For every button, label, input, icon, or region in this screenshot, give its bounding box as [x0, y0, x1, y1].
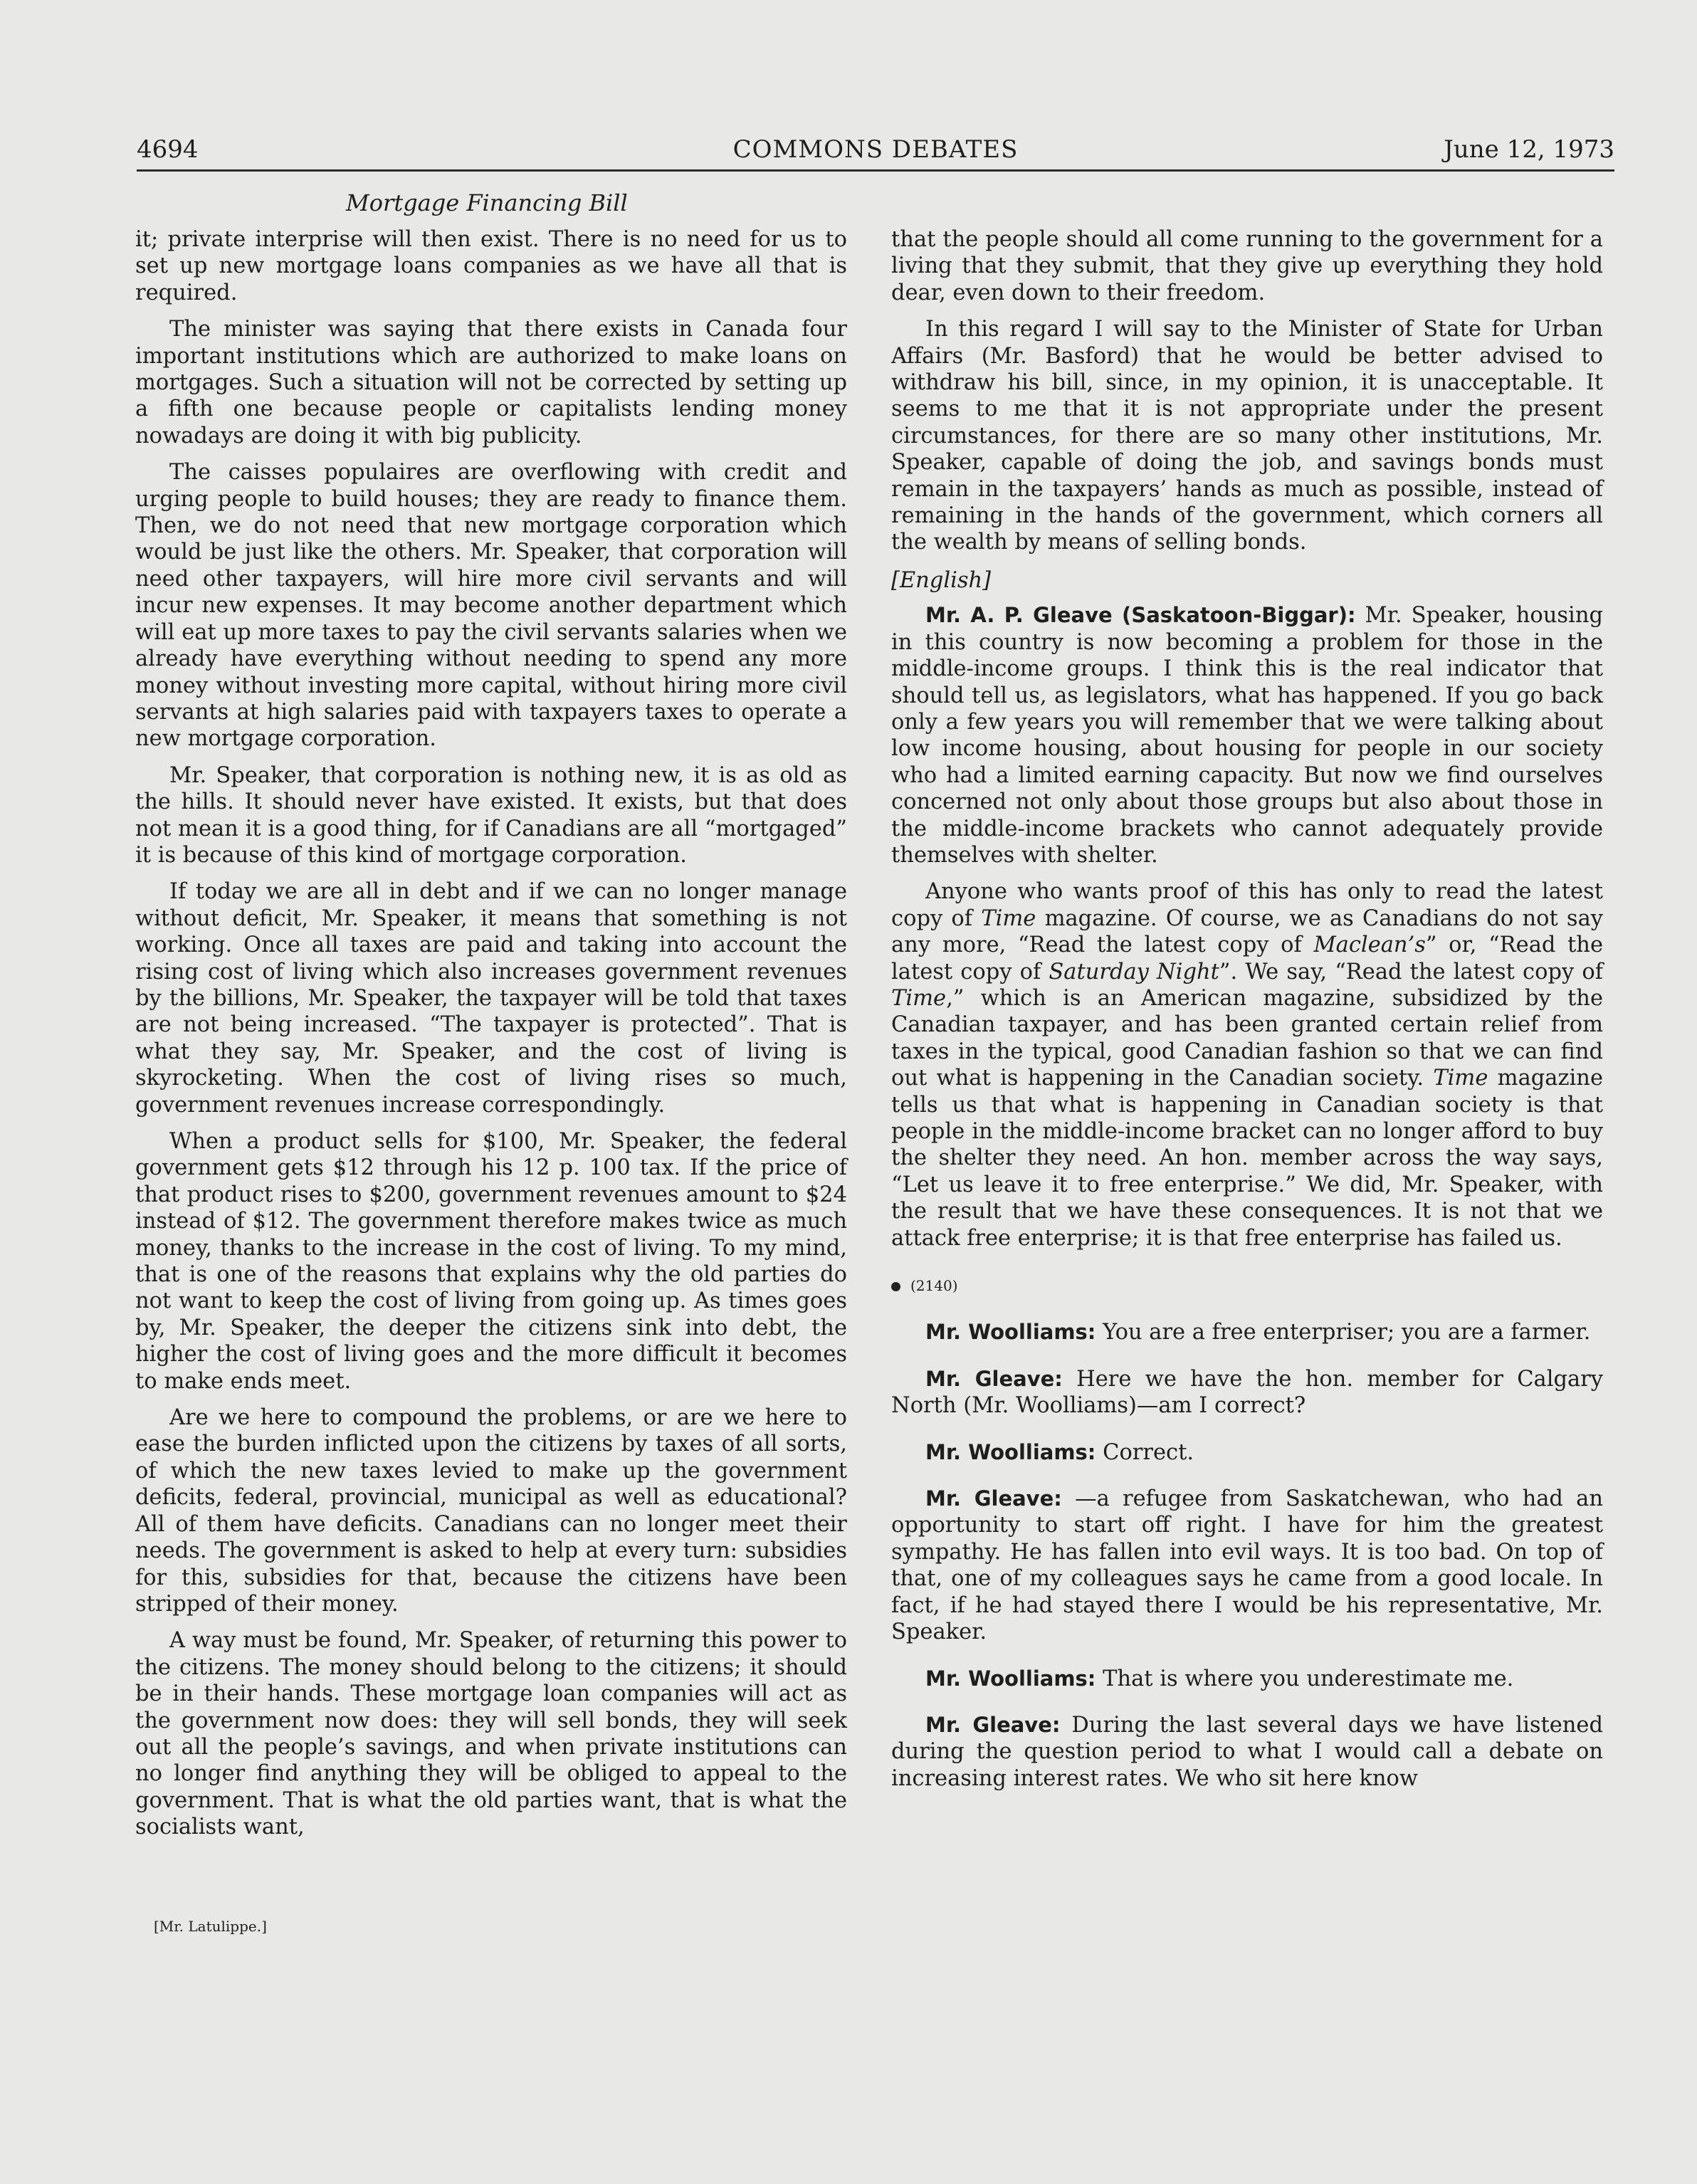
speaker-name: Mr. Woolliams: — [925, 1320, 1096, 1345]
speech-text: ” or, “Read the latest copy of — [891, 933, 1603, 985]
speaker-name: Mr. A. P. Gleave (Saskatoon-Biggar): — [925, 603, 1356, 628]
speech-text: During the last several days we have listened during the question period to what I would call a debate on increasing interest rates. We who sit here know — [891, 1712, 1603, 1791]
paragraph: The minister was saying that there exists in Canada four important institutions which are authorized to make loans on mortgages. Such a situation will not be corrected by setting up a fifth one because people or capitalists lending money nowadays are doing it with big publicity. — [135, 317, 847, 448]
paragraph: In this regard I will say to the Minister of State for Urban Affairs (Mr. Basford) that he would be better advised to withdraw his bill, since, in my opinion, it is unacceptable. It seems to me that it is not appropriate under the present circumstances, for there are so many other institutions, Mr. Speaker, capable of doing the job, and savings bonds must remain in the taxpayers’ hands as much as possible, instead of remaining in the hands of the government, which corners all the wealth by means of selling bonds. — [891, 317, 1603, 555]
speaker-footnote: [Mr. Latulippe.] — [154, 1918, 267, 1935]
speech-text: You are a free enterpriser; you are a farmer. — [1096, 1320, 1591, 1345]
speech-text: magazine tells us that what is happening in Canadian society is that people in the middle-income bracket can no longer afford to buy the shelter they need. An hon. member across the way says, “Let us leave it to free enterprise.” We did, Mr. Speaker, with the result that we have these consequences. It is not that we attack free enterprise; it is that free enterprise has failed us. — [891, 1066, 1604, 1251]
paragraph: The caisses populaires are overflowing with credit and urging people to build houses; they are ready to finance them. Then, we do not need that new mortgage corporation which would be just like the others. Mr. Speaker, that corporation will need other taxpayers, will hire more civil servants and will incur new expenses. It may become another department which will eat up more taxes to pay the civil servants salaries when we already have everything without needing to spend any more money without investing more capital, without hiring more civil servants at high salaries paid with taxpayers taxes to operate a new mortgage corporation. — [135, 460, 847, 752]
paragraph — [891, 1439, 1603, 1466]
speaker-name: Mr. Gleave: — [925, 1486, 1062, 1511]
speech-text: —a refugee from Saskatchewan, who had an opportunity to start off right. I have for him the greatest sympathy. He has fallen into evil ways. It is too bad. On top of that, one of my colleagues says he came from a good locale. In fact, if he had stayed there I would be his representative, Mr. Speaker. — [891, 1486, 1604, 1645]
running-head: Mortgage Financing Bill — [346, 189, 628, 216]
paragraph — [891, 1666, 1603, 1692]
magazine-title: Time — [891, 985, 947, 1011]
paragraph — [891, 602, 1603, 868]
publication-date: June 12, 1973 — [1444, 135, 1614, 164]
left-column — [135, 226, 847, 1851]
speech-text: ,” which is an American magazine, subsidized by the Canadian taxpayer, and has been granted certain relief from taxes in the typical, good Canadian fashion so that we can find out what is happening in the Canadian society. — [891, 985, 1603, 1091]
time-marker — [891, 1273, 1603, 1299]
paragraph — [891, 1712, 1603, 1792]
bullet-icon — [891, 1282, 900, 1291]
magazine-title: Saturday Night — [1049, 959, 1219, 985]
speaker-name: Mr. Gleave: — [925, 1712, 1061, 1737]
page-number: 4694 — [137, 135, 199, 164]
paragraph: Are we here to compound the problems, or are we here to ease the burden inflicted upon the citizens by taxes of all sorts, of which the new taxes levied to make up the government deficits, federal, provincial, municipal as well as educational? All of them have deficits. Canadians can no longer meet their needs. The government is asked to help at every turn: subsidies for this, subsidies for that, because the citizens have been stripped of their money. — [135, 1405, 847, 1617]
paragraph: When a product sells for $100, Mr. Speaker, the federal government gets $12 through his 12 p. 100 tax. If the price of that product rises to $200, government revenues amount to $24 instead of $12. The government therefore makes twice as much money, thanks to the increase in the cost of living. To my mind, that is one of the reasons that explains why the old parties do not want to keep the cost of living from going up. As times goes by, Mr. Speaker, the deeper the citizens sink into debt, the higher the cost of living goes and the more difficult it becomes to make ends meet. — [135, 1129, 847, 1394]
publication-title: COMMONS DEBATES — [732, 135, 1019, 164]
paragraph: Mr. Speaker, that corporation is nothing new, it is as old as the hills. It should never have existed. It exists, but that does not mean it is a good thing, for if Canadians are all “mortgaged” it is because of this kind of mortgage corporation. — [135, 762, 847, 868]
speaker-name: Mr. Gleave: — [925, 1366, 1063, 1391]
paragraph — [891, 1486, 1603, 1645]
speech-text: Mr. Speaker, housing in this country is now becoming a problem for those in the middle-income groups. I think this is the real indicator that should tell us, as legislators, what has happened. If you go back only a few years you will remember that we were talking about low income housing, about housing for people in our society who had a limited earning capacity. But now we find ourselves concerned not only about those groups but also about those in the middle-income brackets who cannot adequately provide themselves with shelter. — [891, 603, 1603, 868]
speaker-name: Mr. Woolliams: — [925, 1439, 1096, 1464]
language-tag: [English] — [891, 567, 992, 593]
speech-text: Anyone who wants proof of this has only to read the latest copy of — [891, 879, 1603, 931]
speaker-name: Mr. Woolliams: — [925, 1666, 1096, 1691]
speech-text: Correct. — [1096, 1439, 1194, 1465]
speech-text: ”. We say, “Read the latest copy of — [1219, 959, 1604, 985]
magazine-title: Maclean’s — [1313, 933, 1426, 958]
speech-text: Here we have the hon. member for Calgary North (Mr. Woolliams)—am I correct? — [891, 1366, 1603, 1419]
speech-text: magazine. Of course, we as Canadians do not say any more, “Read the latest copy of — [891, 905, 1603, 958]
page-header — [137, 132, 1614, 172]
speech-text: That is where you underestimate me. — [1096, 1666, 1514, 1691]
magazine-title: Time — [981, 905, 1036, 931]
paragraph: it; private interprise will then exist. There is no need for us to set up new mortgage loans companies as we have all that is required. — [135, 227, 847, 305]
right-column — [891, 226, 1603, 1802]
magazine-title: Time — [1433, 1066, 1488, 1091]
paragraph: that the people should all come running to the government for a living that they submit, that they give up everything they hold dear, even down to their freedom. — [891, 227, 1603, 305]
paragraph — [891, 1319, 1603, 1345]
time-marker-text: (2140) — [910, 1277, 958, 1295]
paragraph — [891, 878, 1603, 1251]
paragraph: If today we are all in debt and if we can no longer manage without deficit, Mr. Speaker, it means that something is not working. Once all taxes are paid and taking into account the rising cost of living which also increases government revenues by the billions, Mr. Speaker, the taxpayer will be told that taxes are not being increased. “The taxpayer is protected”. That is what they say, Mr. Speaker, and the cost of living is skyrocketing. When the cost of living rises so much, government revenues increase correspondingly. — [135, 879, 847, 1118]
paragraph: A way must be found, Mr. Speaker, of returning this power to the citizens. The money should belong to the citizens; it should be in their hands. These mortgage loan companies will act as the government now does: they will sell bonds, they will seek out all the people’s savings, and when private institutions can no longer find anything they will be obliged to appeal to the government. That is what the old parties want, that is what the socialists want, — [135, 1628, 847, 1840]
paragraph — [891, 1366, 1603, 1419]
